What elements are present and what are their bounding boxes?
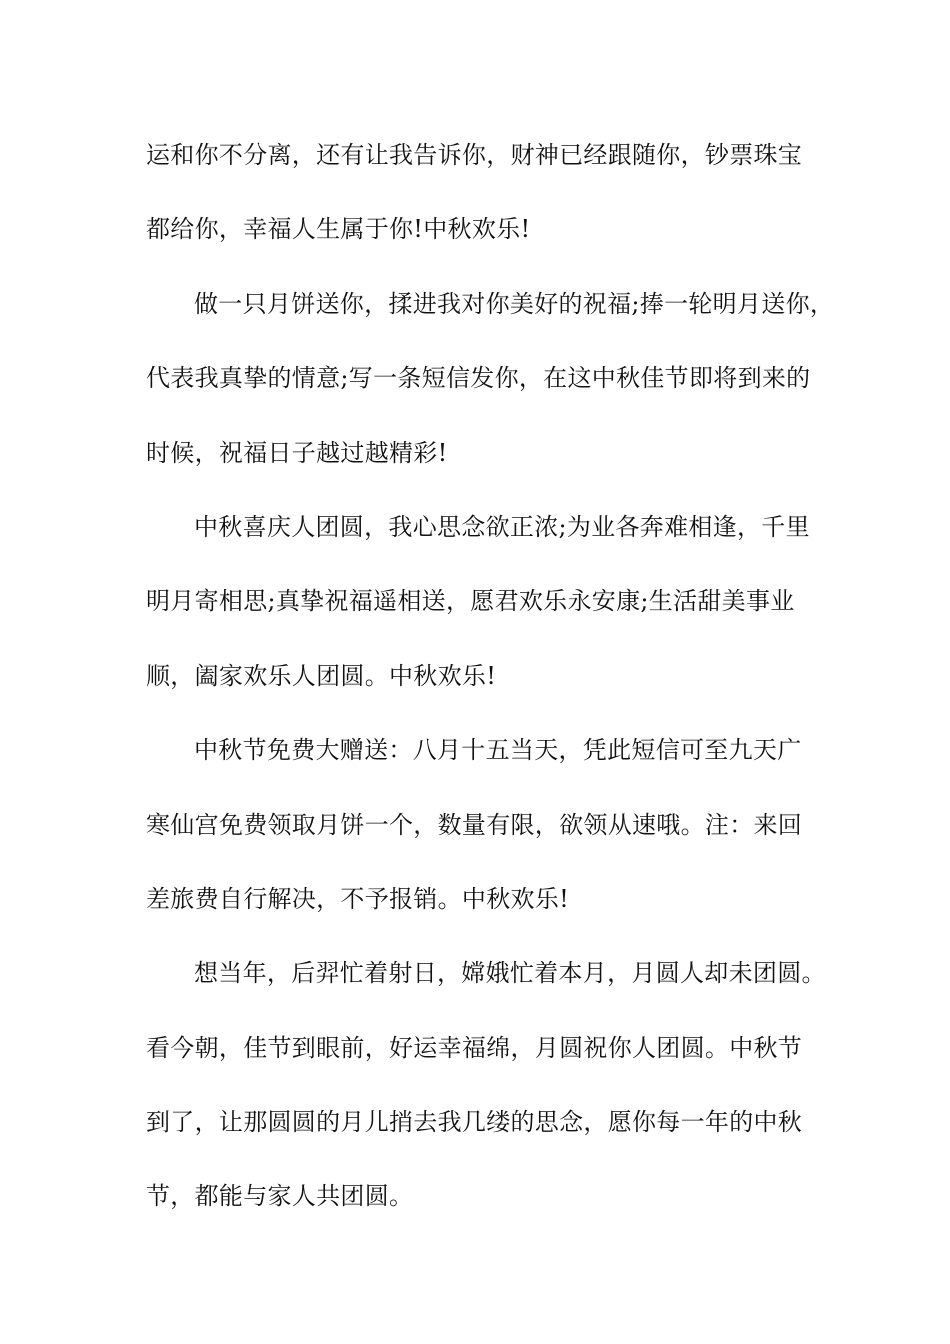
text-line: 节，都能与家人共团圆。	[146, 1182, 414, 1211]
text-line: 明月寄相思;真挚祝福遥相送，愿君欢乐永安康;生活甜美事业	[146, 587, 795, 616]
text-line: 寒仙宫免费领取月饼一个，数量有限，欲领从速哦。注：来回	[146, 810, 803, 839]
text-line: 都给你，幸福人生属于你!中秋欢乐!	[146, 215, 531, 244]
paragraph-5	[146, 936, 826, 1234]
text-line: 做一只月饼送你，揉进我对你美好的祝福;捧一轮明月送你，	[194, 289, 835, 318]
text-line: 到了，让那圆圆的月儿捎去我几缕的思念，愿你每一年的中秋	[146, 1108, 803, 1137]
text-line: 中秋节免费大赠送：八月十五当天，凭此短信可至九天广	[194, 736, 802, 765]
paragraph-4	[146, 713, 814, 936]
document-body	[146, 118, 835, 1234]
text-line: 运和你不分离，还有让我告诉你，财神已经跟随你，钞票珠宝	[146, 141, 803, 169]
text-line: 看今朝，佳节到眼前，好运幸福绵，月圆祝你人团圆。中秋节	[146, 1033, 803, 1062]
text-line: 中秋喜庆人团圆，我心思念欲正浓;为业各奔难相逢，千里	[194, 512, 810, 541]
text-line: 时候，祝福日子越过越精彩!	[146, 438, 448, 467]
paragraph-3	[146, 490, 814, 713]
text-line: 代表我真挚的情意;写一条短信发你，在这中秋佳节即将到来的	[146, 364, 811, 393]
paragraph-1	[146, 118, 814, 267]
text-line: 顺，阖家欢乐人团圆。中秋欢乐!	[146, 661, 497, 690]
text-line: 想当年，后羿忙着射日，嫦娥忙着本月，月圆人却未团圆。	[194, 959, 826, 988]
paragraph-2	[146, 267, 835, 490]
text-line: 差旅费自行解决，不予报销。中秋欢乐!	[146, 884, 570, 913]
